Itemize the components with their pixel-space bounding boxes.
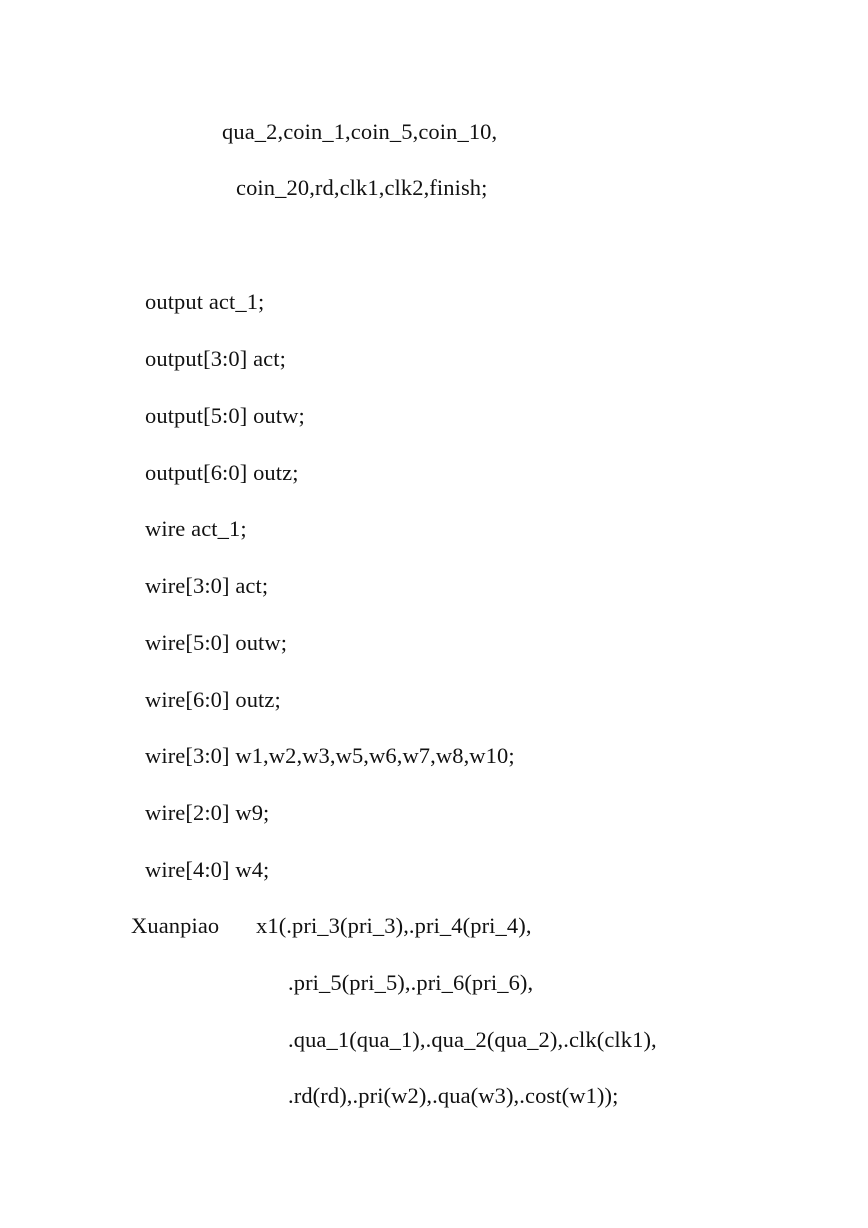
wire-declaration-w4: wire[4:0] w4; (145, 857, 270, 882)
output-declaration-outw: output[5:0] outw; (145, 403, 305, 428)
output-declaration-outz: output[6:0] outz; (145, 460, 299, 485)
port-list-line-2: coin_20,rd,clk1,clk2,finish; (236, 175, 488, 200)
module-instance-line-1: x1(.pri_3(pri_3),.pri_4(pri_4), (256, 913, 532, 938)
wire-declaration-act-1: wire act_1; (145, 516, 247, 541)
wire-declaration-outz: wire[6:0] outz; (145, 687, 281, 712)
output-declaration-act-1: output act_1; (145, 289, 265, 314)
wire-declaration-w-group: wire[3:0] w1,w2,w3,w5,w6,w7,w8,w10; (145, 743, 515, 768)
output-declaration-act: output[3:0] act; (145, 346, 286, 371)
port-list-line-1: qua_2,coin_1,coin_5,coin_10, (222, 119, 498, 144)
wire-declaration-act: wire[3:0] act; (145, 573, 269, 598)
module-instance-line-3: .qua_1(qua_1),.qua_2(qua_2),.clk(clk1), (288, 1027, 657, 1052)
wire-declaration-outw: wire[5:0] outw; (145, 630, 288, 655)
module-instance-name: Xuanpiao (131, 913, 220, 938)
wire-declaration-w9: wire[2:0] w9; (145, 800, 270, 825)
module-instance-line-2: .pri_5(pri_5),.pri_6(pri_6), (288, 970, 534, 995)
module-instance-line-4: .rd(rd),.pri(w2),.qua(w3),.cost(w1)); (288, 1083, 619, 1108)
